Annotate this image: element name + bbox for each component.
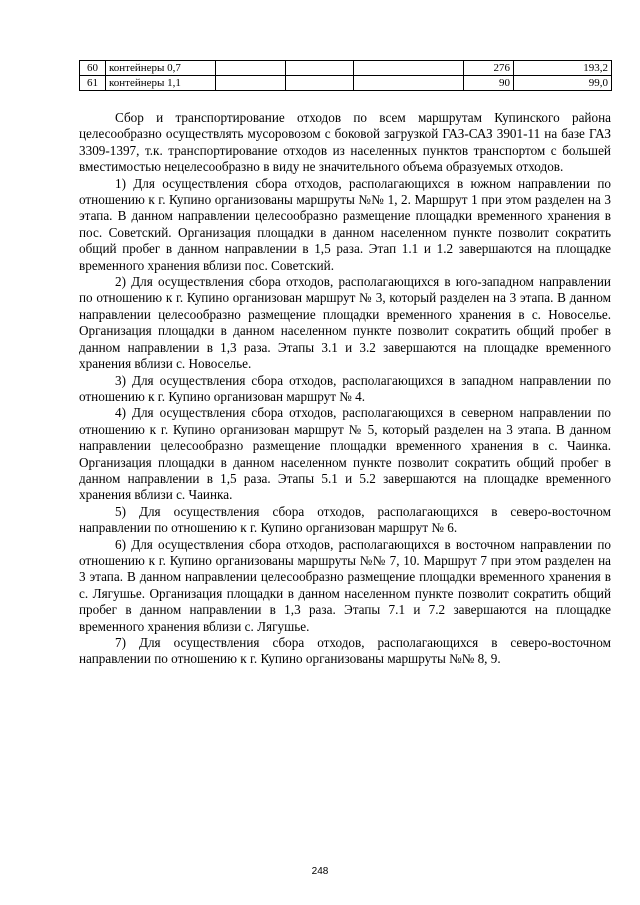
row-number: 60 — [80, 61, 106, 76]
row-quantity: 90 — [464, 76, 514, 91]
table-row — [80, 61, 612, 76]
waste-table-grid — [79, 60, 612, 91]
row-volume: 99,0 — [514, 76, 612, 91]
row-volume: 193,2 — [514, 61, 612, 76]
row-cell — [286, 61, 354, 76]
page-number: 248 — [311, 866, 329, 877]
row-name: контейнеры 1,1 — [106, 76, 216, 91]
paragraph-item-3: 3) Для осуществления сбора отходов, располагающихся в западном направлении по отношению к г. Купино организован маршрут № 4. — [79, 372, 611, 404]
row-cell — [216, 76, 286, 91]
row-quantity: 276 — [464, 61, 514, 76]
row-name: контейнеры 0,7 — [106, 61, 216, 76]
paragraph-item-2: 2) Для осуществления сбора отходов, располагающихся в юго-западном направлении по отношению к г. Купино организован маршрут № 3, который разделен на 3 этапа. В данном направлении целесообразно размещение площадки временного хранения в с. Новоселье. Организация площадки в данном населенном пункте позволит сократить общий пробег в данном направлении в 1,3 раза. Этапы 3.1 и 3.2 завершаются на площадке временного хранения вблизи с. Новоселье. — [79, 274, 611, 372]
row-cell — [216, 61, 286, 76]
row-cell — [354, 76, 464, 91]
paragraph-item-4: 4) Для осуществления сбора отходов, располагающихся в северном направлении по отношению к г. Купино организован маршрут № 5, который разделен на 3 этапа. В данном направлении целесообразно размещение площадки временного хранения в с. Чаинка. Организация площадки в данном населенном пункте позволит сократить общий пробег в данном направлении в 1,5 раза. Этапы 5.1 и 5.2 завершаются на площадке временного хранения вблизи с. Чаинка. — [79, 405, 611, 503]
row-cell — [286, 76, 354, 91]
body-text — [79, 110, 611, 668]
paragraph-item-5: 5) Для осуществления сбора отходов, располагающихся в северо-восточном направлении по отношению к г. Купино организован маршрут № 6. — [79, 503, 611, 536]
paragraph-intro: Сбор и транспортирование отходов по всем маршрутам Купинского района целесообразно осуществлять мусоровозом с боковой загрузкой ГАЗ-САЗ 3901-11 на базе ГАЗ 3309-1397, т.к. транспортирование отходов из населенных пунктов транспортом с большей вместимостью нецелесообразно в виду не значительного объема образуемых отходов. — [79, 110, 611, 175]
row-cell — [354, 61, 464, 76]
paragraph-item-7: 7) Для осуществления сбора отходов, располагающихся в северо-восточном направлении по отношению к г. Купино организованы маршруты №№ 8, 9. — [79, 635, 611, 667]
row-number: 61 — [80, 76, 106, 91]
waste-table — [79, 60, 611, 91]
paragraph-item-6: 6) Для осуществления сбора отходов, располагающихся в восточном направлении по отношению к г. Купино организованы маршруты №№ 7, 10. Маршрут 7 при этом разделен на 3 этапа. В данном направлении целесообразно размещение площадки временного хранения в с. Лягушье. Организация площадки в данном населенном пункте позволит сократить общий пробег в данном направлении в 1,3 раза. Этапы 7.1 и 7.2 завершаются на площадке временного хранения вблизи с. Лягушье. — [79, 536, 611, 634]
paragraph-item-1: 1) Для осуществления сбора отходов, располагающихся в южном направлении по отношению к г. Купино организованы маршруты №№ 1, 2. Маршрут 1 при этом разделен на 3 этапа. В данном направлении целесообразно размещение площадки временного хранения в пос. Советский. Организация площадки в данном населенном пункте позволит сократить общий пробег в данном направлении в 1,5 раза. Этап 1.1 и 1.2 завершаются на площадке временного хранения вблизи пос. Советский. — [79, 175, 611, 273]
table-row — [80, 76, 612, 91]
